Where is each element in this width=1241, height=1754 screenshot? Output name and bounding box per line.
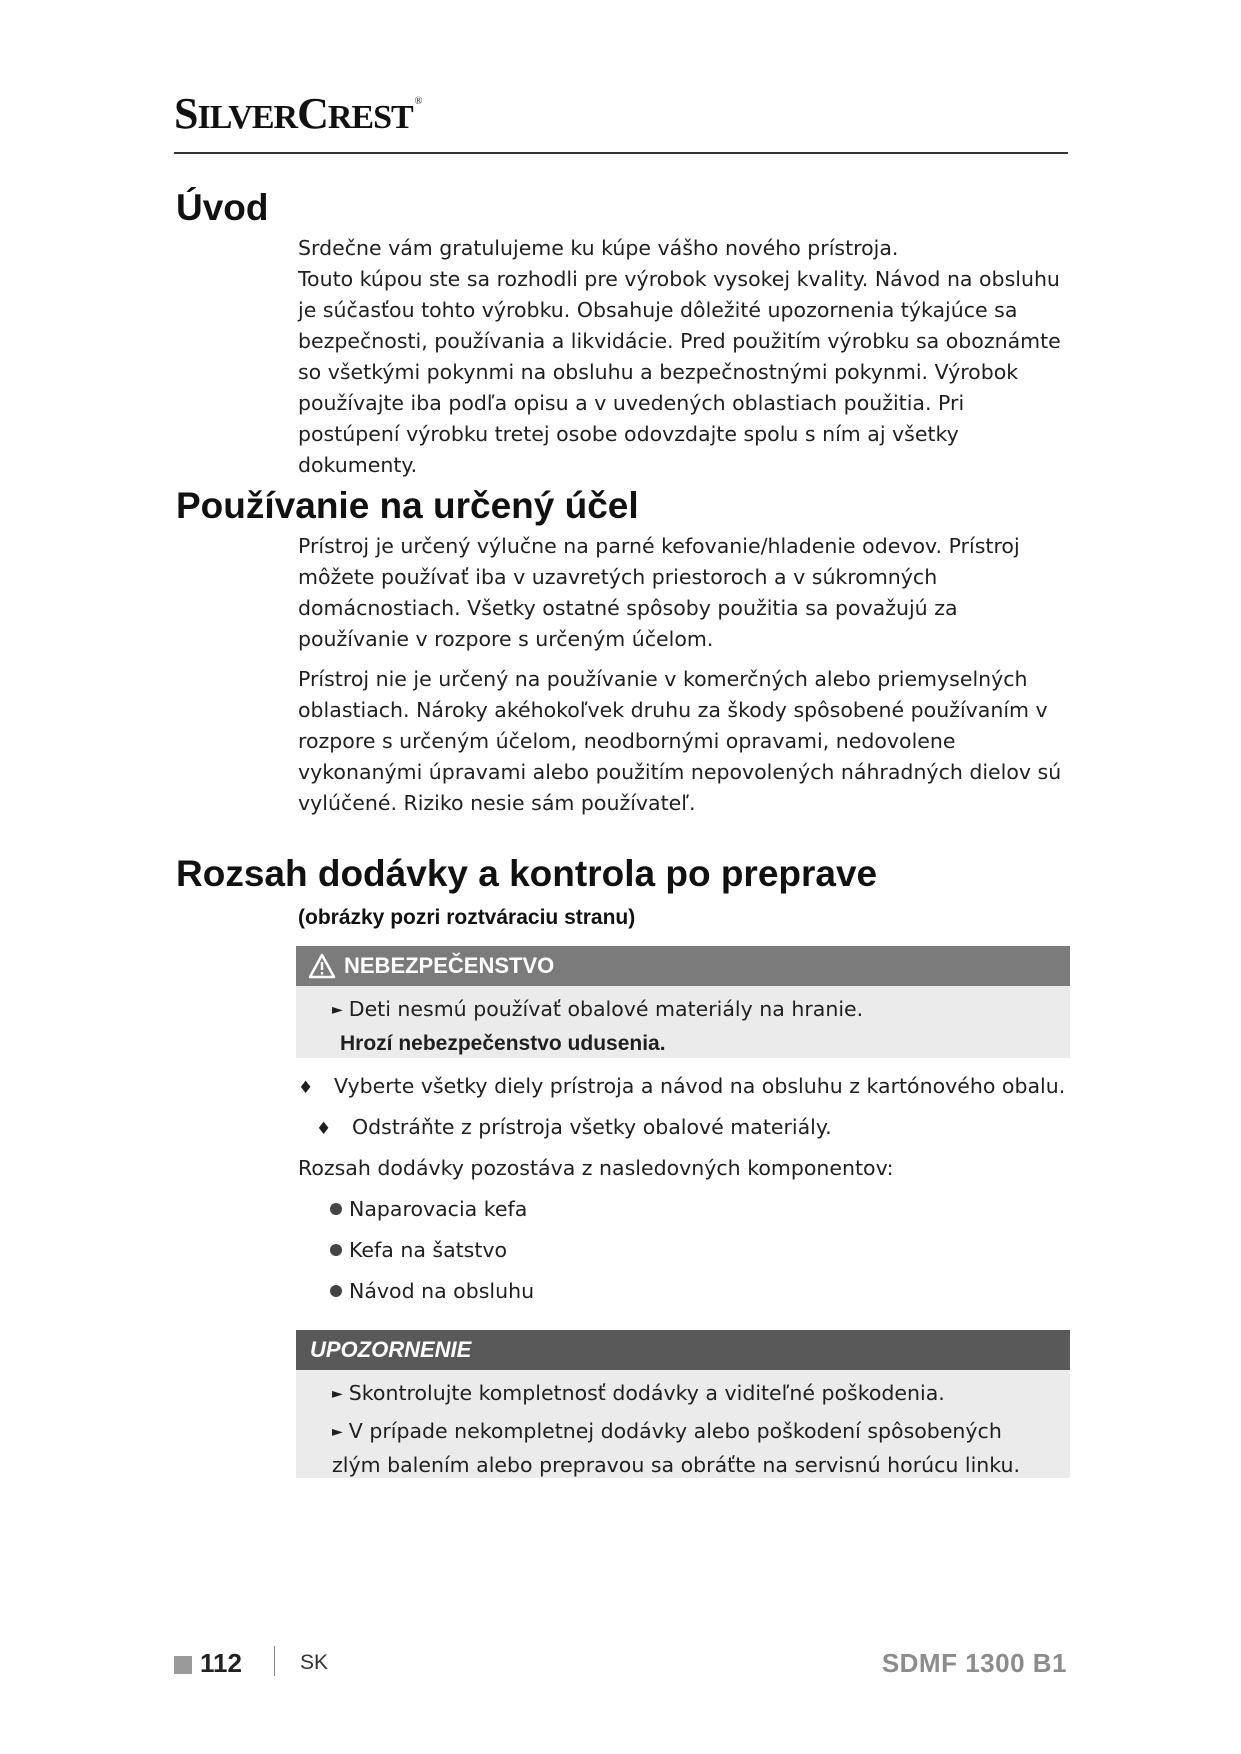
intended-use-paragraph-2: Prístroj nie je určený na používanie v komerčných alebo priemyselných oblastiach. Nároky akéhokoľvek druhu za škody spôsobené používaním v rozpore s určeným účelom, neodbornými opravami, nedovolene vykonanými úpravami alebo použitím nepovolených náhradných dielov sú vylúčené. Riziko nesie sám používateľ.	[298, 667, 1062, 815]
step-text: Odstráňte z prístroja všetky obalové materiály.	[352, 1115, 832, 1139]
list-item-text: Naparovacia kefa	[349, 1197, 528, 1221]
list-item	[330, 1194, 527, 1225]
note-header	[296, 1330, 1070, 1370]
footer-divider	[274, 1646, 275, 1676]
step-text: Vyberte všetky diely prístroja a návod na obsluhu z kartónového obalu.	[334, 1074, 1066, 1098]
logo-text-ilver: ILVER	[197, 99, 298, 136]
bullet-dot-icon	[330, 1203, 342, 1215]
logo-text-rest: REST	[327, 99, 413, 136]
section-title-delivery: Rozsah dodávky a kontrola po preprave	[176, 853, 878, 894]
note-text-1: Skontrolujte kompletnosť dodávky a viditeľné poškodenia.	[348, 1381, 945, 1405]
page-number: 112	[200, 1648, 242, 1678]
step-item	[298, 1071, 1065, 1104]
list-item	[330, 1276, 534, 1307]
note-box	[296, 1330, 1070, 1478]
danger-text-1: Deti nesmú používať obalové materiály na hranie.	[348, 997, 864, 1021]
registered-mark: ®	[414, 96, 422, 107]
note-line-2	[296, 1416, 1070, 1481]
intended-use-paragraph-1: Prístroj je určený výlučne na parné kefovanie/hladenie odevov. Prístroj môžete používať iba v uzavretých priestoroch a v súkromných domácnostiach. Všetky ostatné spôsoby použitia sa považujú za používanie v rozpore s určeným účelom.	[298, 534, 1020, 651]
danger-header	[296, 946, 1070, 986]
diamond-bullet-icon: ♦	[298, 1078, 314, 1098]
list-item	[330, 1235, 507, 1266]
page-marker-square	[174, 1656, 192, 1674]
logo-letter-c: C	[297, 89, 328, 138]
note-label: UPOZORNENIE	[310, 1337, 472, 1362]
note-text-2: V prípade nekompletnej dodávky alebo poškodení spôsobených zlým balením alebo prepravou sa obráťte na servisnú horúcu linku.	[332, 1419, 1021, 1477]
list-item-text: Návod na obsluhu	[349, 1279, 535, 1303]
diamond-bullet-icon: ♦	[316, 1119, 332, 1139]
language-code: SK	[300, 1651, 329, 1674]
brand-logo	[174, 89, 422, 138]
bullet-dot-icon	[330, 1285, 342, 1297]
danger-line-2: Hrozí nebezpečenstvo udusenia.	[340, 1032, 666, 1055]
model-number: SDMF 1300 B1	[881, 1648, 1067, 1678]
list-item-text: Kefa na šatstvo	[349, 1238, 508, 1262]
danger-box	[296, 946, 1070, 1058]
arrow-icon: ►	[332, 1386, 343, 1402]
danger-line-1	[296, 994, 1070, 1028]
arrow-icon: ►	[332, 1424, 343, 1440]
contents-intro: Rozsah dodávky pozostáva z nasledovných komponentov:	[298, 1156, 894, 1180]
header-divider	[174, 152, 1068, 154]
step-item	[316, 1112, 832, 1145]
section-title-intended-use: Používanie na určený účel	[176, 485, 639, 526]
section-title-uvod: Úvod	[176, 187, 269, 228]
section-subtitle: (obrázky pozri roztváraciu stranu)	[298, 906, 636, 929]
intro-paragraph: Srdečne vám gratulujeme ku kúpe vášho nového prístroja. Touto kúpou ste sa rozhodli pre výrobok vysokej kvality. Návod na obsluhu je súčasťou tohto výrobku. Obsahuje dôležité upozornenia týkajúce sa bezpečnosti, používania a likvidácie. Pred použitím výrobku sa oboznámte so všetkými pokynmi na obsluhu a bezpečnostnými pokynmi. Výrobok používajte iba podľa opisu a v uvedených oblastiach použitia. Pri postúpení výrobku tretej osobe odovzdajte spolu s ním aj všetky dokumenty.	[298, 236, 1061, 477]
logo-letter-s: S	[174, 89, 198, 138]
bullet-dot-icon	[330, 1244, 342, 1256]
danger-label: NEBEZPEČENSTVO	[344, 953, 555, 978]
arrow-icon: ►	[332, 1002, 343, 1018]
note-line-1	[296, 1378, 1070, 1412]
warning-triangle-icon	[308, 953, 336, 979]
